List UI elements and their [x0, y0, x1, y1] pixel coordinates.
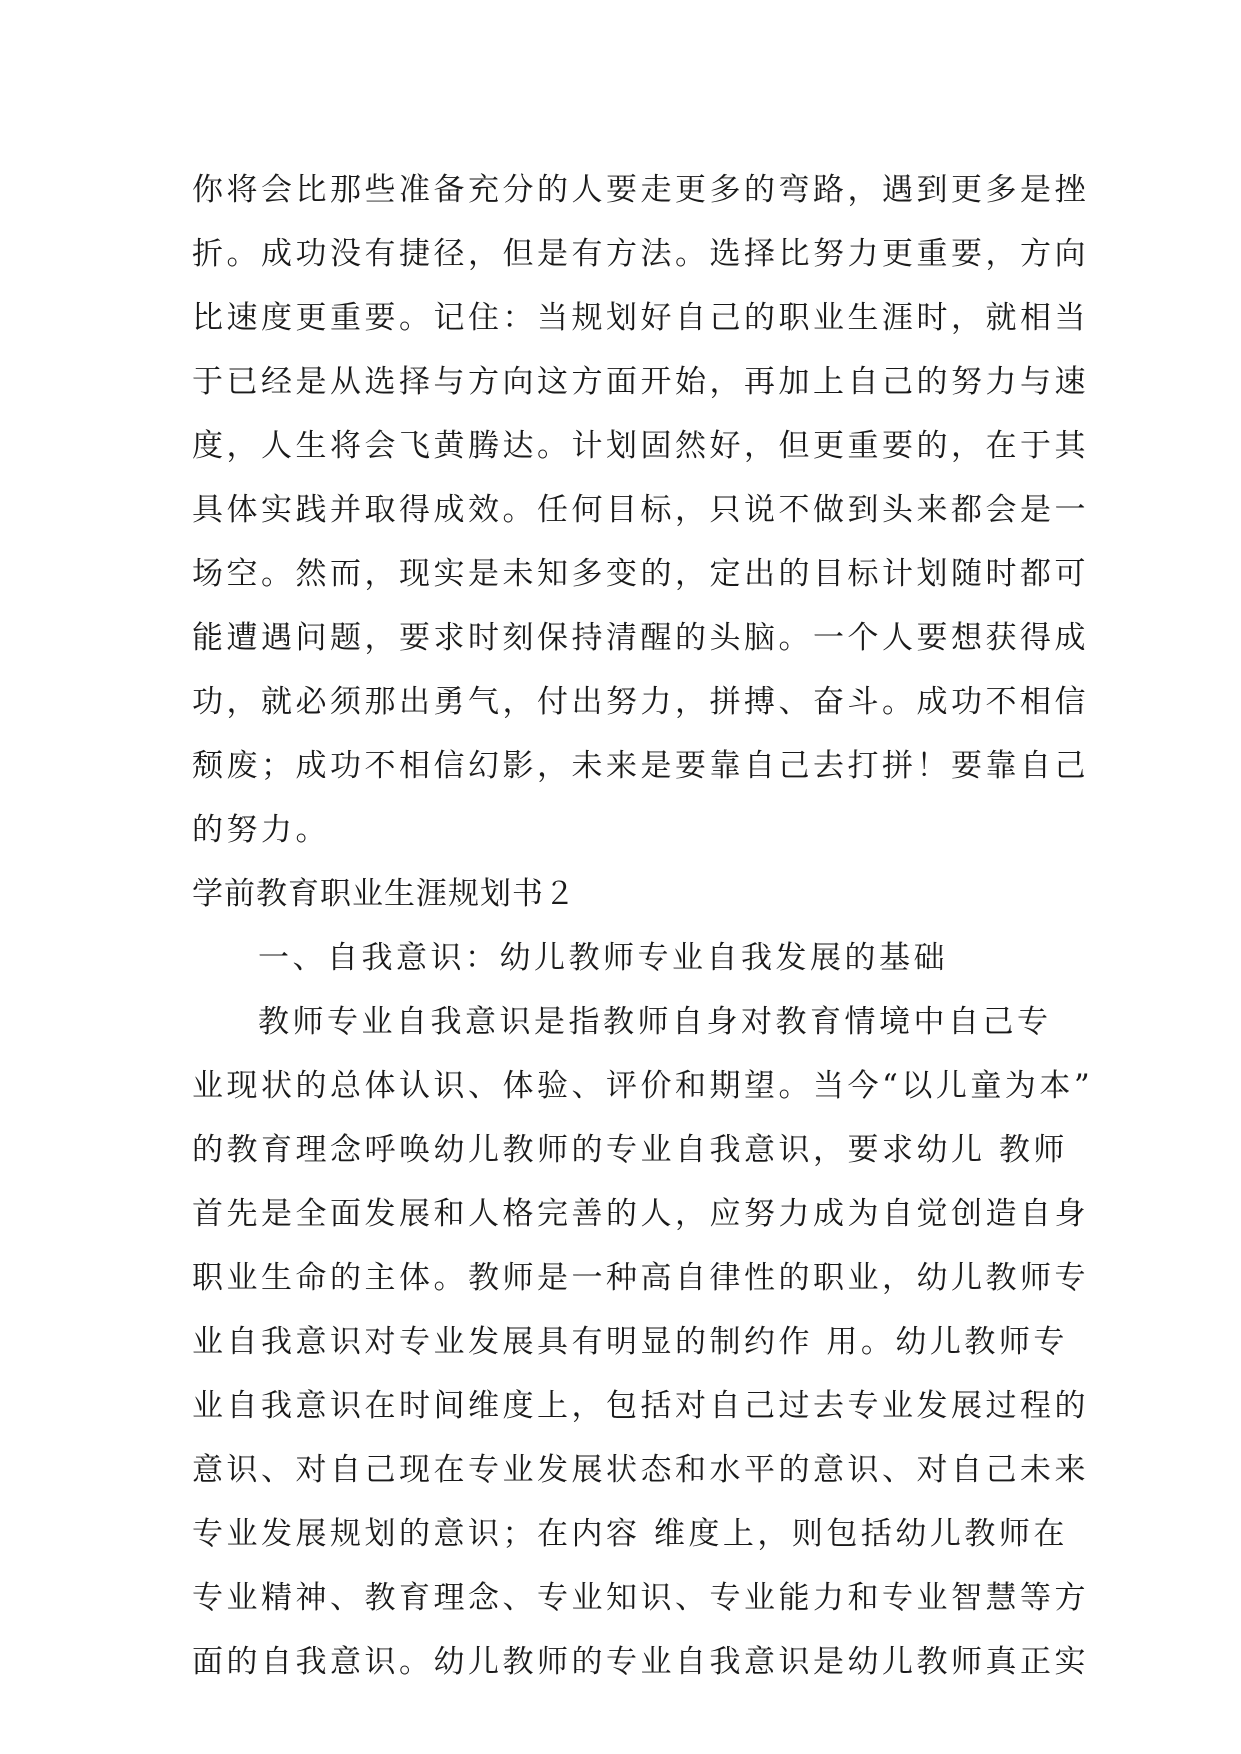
paragraph-line: 比速度更重要。记住：当规划好自己的职业生涯时，就相当	[192, 300, 1089, 336]
paragraph-line: 于已经是从选择与方向这方面开始，再加上自己的努力与速	[192, 364, 1089, 400]
paragraph-line: 业自我意识对专业发展具有明显的制约作 用。幼儿教师专	[192, 1324, 1068, 1360]
document-body	[192, 158, 1094, 1694]
paragraph-line: 业自我意识在时间维度上，包括对自己过去专业发展过程的	[192, 1388, 1089, 1424]
paragraph-line: 颓废；成功不相信幻影，未来是要靠自己去打拼！要靠自己	[192, 748, 1089, 784]
paragraph-line: 具体实践并取得成效。任何目标，只说不做到头来都会是一	[192, 492, 1089, 528]
paragraph-line: 的教育理念呼唤幼儿教师的专业自我意识，要求幼儿 教师	[192, 1132, 1068, 1168]
paragraph-line: 折。成功没有捷径，但是有方法。选择比努力更重要，方向	[192, 236, 1089, 272]
paragraph-line: 教师专业自我意识是指教师自身对教育情境中自己专	[258, 1004, 1052, 1040]
paragraph-line: 职业生命的主体。教师是一种高自律性的职业，幼儿教师专	[192, 1260, 1089, 1296]
paragraph-line: 功，就必须那出勇气，付出努力，拼搏、奋斗。成功不相信	[192, 684, 1089, 720]
paragraph-line: 专业发展规划的意识；在内容 维度上，则包括幼儿教师在	[192, 1516, 1068, 1552]
paragraph-line: 你将会比那些准备充分的人要走更多的弯路，遇到更多是挫	[192, 172, 1089, 208]
paragraph-line: 意识、对自己现在专业发展状态和水平的意识、对自己未来	[192, 1452, 1089, 1488]
paragraph-line: 的努力。	[192, 812, 330, 848]
document-title: 学前教育职业生涯规划书２	[192, 876, 576, 912]
paragraph-line: 能遭遇问题，要求时刻保持清醒的头脑。一个人要想获得成	[192, 620, 1089, 656]
paragraph-line: 专业精神、教育理念、专业知识、专业能力和专业智慧等方	[192, 1580, 1089, 1616]
paragraph-line: 业现状的总体认识、体验、评价和期望。当今“以儿童为本”	[192, 1068, 1094, 1104]
paragraph-line: 度，人生将会飞黄腾达。计划固然好，但更重要的，在于其	[192, 428, 1089, 464]
paragraph-line: 场空。然而，现实是未知多变的，定出的目标计划随时都可	[192, 556, 1089, 592]
paragraph-line: 首先是全面发展和人格完善的人，应努力成为自觉创造自身	[192, 1196, 1089, 1232]
section-heading: 一、自我意识：幼儿教师专业自我发展的基础	[258, 940, 948, 976]
paragraph-line: 面的自我意识。幼儿教师的专业自我意识是幼儿教师真正实	[192, 1644, 1089, 1680]
